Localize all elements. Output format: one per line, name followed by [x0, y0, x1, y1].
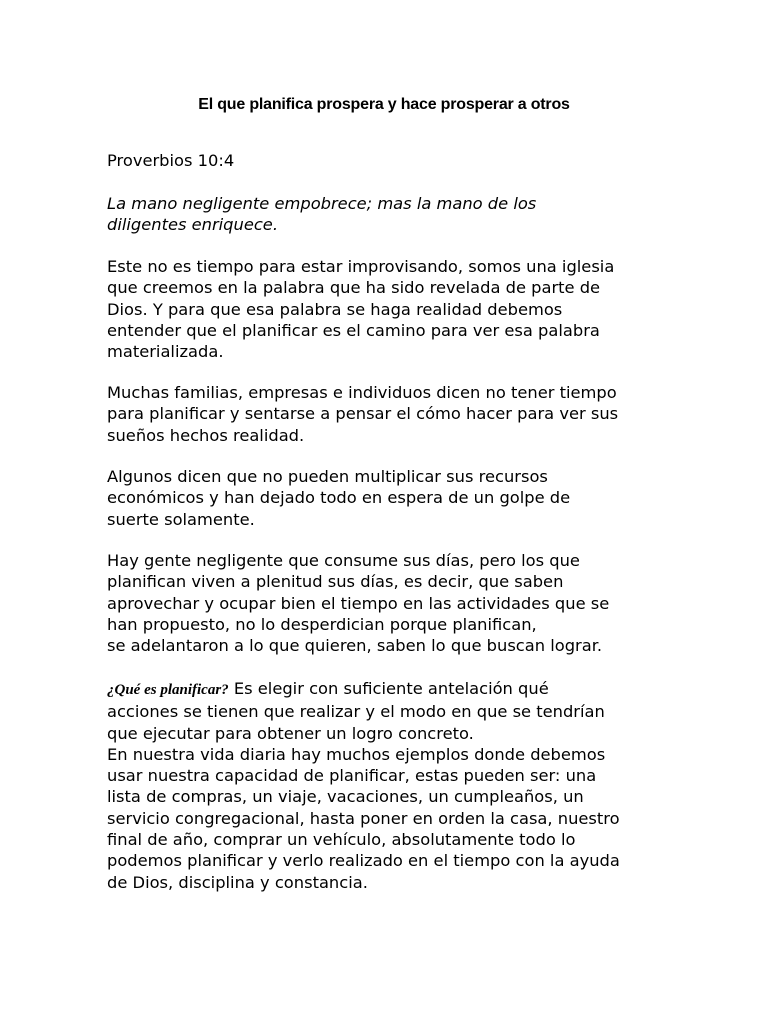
text-line: Muchas familias, empresas e individuos dicen no tener tiempo	[107, 383, 617, 402]
text-line: servicio congregacional, hasta poner en orden la casa, nuestro	[107, 808, 620, 828]
document-title: El que planifica prospera y hace prosperar a otros	[198, 96, 570, 113]
reference-line: Proverbios 10:4	[107, 151, 235, 170]
paragraph-3	[107, 466, 667, 530]
text-line: entender que el planificar es el camino para ver esa palabra	[107, 320, 600, 340]
text-line: suerte solamente.	[107, 509, 255, 529]
text-line: se adelantaron a lo que quieren, saben lo que buscan lograr.	[107, 636, 603, 656]
scripture-verse	[107, 193, 667, 236]
text-line: lista de compras, un viaje, vacaciones, un cumpleaños, un	[107, 787, 584, 807]
text-line: En nuestra vida diaria hay muchos ejemplos donde debemos	[107, 744, 606, 764]
text-line: Dios. Y para que esa palabra se haga realidad debemos	[107, 299, 563, 319]
text-line: Este no es tiempo para estar improvisando, somos una iglesia	[107, 257, 615, 276]
text-line: Algunos dicen que no pueden multiplicar sus recursos	[107, 467, 548, 486]
text-line: que ejecutar para obtener un logro concreto.	[107, 723, 474, 743]
text-line: aprovechar y ocupar bien el tiempo en las actividades que se	[107, 593, 610, 613]
verse-line: diligentes enriquece.	[107, 215, 279, 235]
paragraph-2	[107, 382, 667, 446]
text-line: sueños hechos realidad.	[107, 425, 305, 445]
verse-line: La mano negligente empobrece; mas la mano de los	[107, 194, 537, 213]
text-line: final de año, comprar un vehículo, absolutamente todo lo	[107, 830, 576, 850]
text-line: para planificar y sentarse a pensar el cómo hacer para ver sus	[107, 404, 619, 424]
scripture-reference	[107, 150, 667, 171]
text-line: de Dios, disciplina y constancia.	[107, 872, 368, 892]
text-line: económicos y han dejado todo en espera de un golpe de	[107, 488, 571, 508]
text-line: acciones se tienen que realizar y el modo en que se tendrían	[107, 702, 605, 722]
text-line: podemos planificar y verlo realizado en el tiempo con la ayuda	[107, 851, 620, 871]
paragraph-4	[107, 550, 667, 656]
text-line: materializada.	[107, 342, 224, 362]
text-fragment: Es elegir con suficiente antelación qué	[228, 679, 549, 698]
text-line: han propuesto, no lo desperdician porque planifican,	[107, 614, 537, 634]
text-line	[107, 678, 667, 701]
paragraph-5	[107, 678, 667, 893]
text-line: que creemos en la palabra que ha sido revelada de parte de	[107, 278, 601, 298]
text-line: Hay gente negligente que consume sus días, pero los que	[107, 551, 580, 570]
text-line: usar nuestra capacidad de planificar, estas pueden ser: una	[107, 766, 597, 786]
question-label: ¿Qué es planificar?	[107, 682, 229, 698]
text-line: planifican viven a plenitud sus días, es decir, que saben	[107, 572, 564, 592]
paragraph-1	[107, 256, 667, 362]
